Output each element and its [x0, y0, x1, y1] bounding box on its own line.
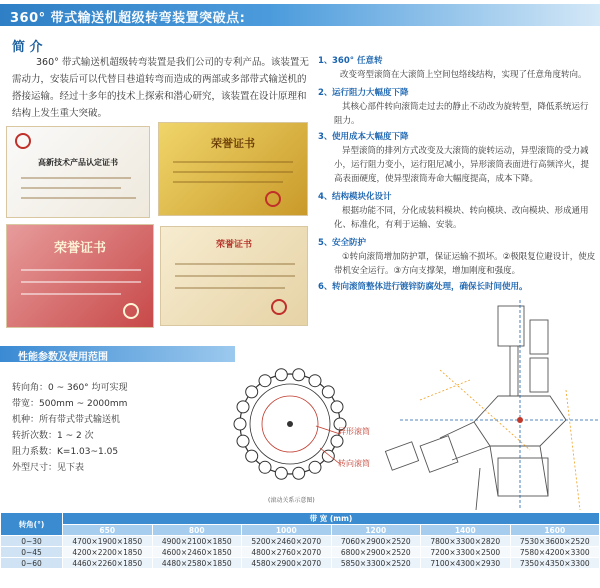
- table-col-header: 800: [152, 525, 242, 536]
- feature-text-2: 其核心部件转向滚筒走过去的静止不动改为旋转型，降低系统运行阻力。: [334, 102, 589, 126]
- table-row: [1, 547, 600, 558]
- dimensions-table: [0, 512, 600, 569]
- row-label: 0~60: [1, 558, 63, 569]
- seal-icon: [271, 299, 287, 315]
- spec-line-5: 阻力系数：K=1.03~1.05: [12, 447, 119, 457]
- table-col-header: 1200: [331, 525, 421, 536]
- table-cell: 7100×4300×2930: [421, 558, 511, 569]
- roller-icon: [237, 401, 249, 413]
- table-cell: 5200×2460×2070: [242, 536, 332, 547]
- feature-title-6: 6、转向滚筒整体进行镀锌防腐处理，确保长时间使用。: [318, 282, 528, 292]
- intro-heading: 简 介: [12, 40, 43, 55]
- table-cell: 4600×2460×1850: [152, 547, 242, 558]
- roller-icon: [275, 467, 287, 479]
- spec-line-6: 外型尺寸：见下表: [12, 463, 85, 473]
- table-cell: 4460×2260×1850: [63, 558, 153, 569]
- feature-text-5: ①转向滚筒增加防护罩，保证运输不损坏。②极限复位避设计，使皮带机安全运行。③方向支撑架，增加刚度和强度。: [334, 252, 596, 276]
- table-cell: 7200×3300×2500: [421, 547, 511, 558]
- table-cell: 5850×3300×2520: [331, 558, 421, 569]
- table-cell: 4200×2200×1850: [63, 547, 153, 558]
- row-label: 0~30: [1, 536, 63, 547]
- roller-icon: [331, 401, 343, 413]
- certificate-high-tech: [6, 126, 150, 218]
- spec-title: 性能参数及使用范围: [18, 352, 108, 363]
- feature-text-4: 根据功能不同，分化成装料模块、转向模块、改向模块、形成通用化、标准化，有利于运输、安装。: [334, 206, 589, 230]
- label-special-roller: 异形滚筒: [338, 427, 370, 436]
- roller-icon: [293, 467, 305, 479]
- table-cell: 7580×4200×3300: [510, 547, 600, 558]
- table-group-header: 带 宽 (mm): [63, 513, 600, 525]
- table-col-header: 1400: [421, 525, 511, 536]
- roller-icon: [259, 375, 271, 387]
- feature-title-5: 5、安全防护: [318, 238, 367, 248]
- spec-line-4: 转折次数：1 ~ 2 次: [12, 431, 94, 441]
- table-cell: 4580×2900×2070: [242, 558, 332, 569]
- roller-icon: [293, 369, 305, 381]
- spec-line-3: 机种：所有带式带式输送机: [12, 415, 121, 425]
- table-cell: 4900×2100×1850: [152, 536, 242, 547]
- roller-icon: [234, 418, 246, 430]
- table-cell: 7800×3300×2820: [421, 536, 511, 547]
- intro-text: 360° 带式输送机超级转弯装置是我们公司的专利产品。该装置无需动力，安装后可以代替目巷道转弯而造成的两部或多部带式输送机的搭接运输。经过十多年的技术上探索和潜心研究，该装置在设计原理和结构上发生重大突破。: [12, 57, 309, 119]
- table-cell: 4480×2580×1850: [152, 558, 242, 569]
- feature-title-4: 4、结构模块化设计: [318, 192, 392, 202]
- table-row: [1, 536, 600, 547]
- roller-icon: [246, 450, 258, 462]
- roller-icon: [309, 461, 321, 473]
- feature-text-3: 异型滚筒的排列方式改变及大滚筒的旋转运动，异型滚筒的受力减小，运行阻力变小，运行阻尼减小，异形滚筒表面进行高频淬火，提高表面硬度，使异型滚筒寿命大幅度提高，成本下降。: [334, 146, 590, 184]
- roller-icon: [259, 461, 271, 473]
- certificate-title: 高新技术产品认定证书: [38, 158, 118, 167]
- table-col-header: 1000: [242, 525, 332, 536]
- rolling-diagram: [232, 364, 380, 510]
- spec-line-1: 转向角：0 ~ 360° 均可实现: [12, 383, 128, 393]
- seal-icon: [15, 133, 31, 149]
- label-turn-roller: 转向滚筒: [338, 459, 370, 468]
- table-cell: 4800×2760×2070: [242, 547, 332, 558]
- device-drawing: [380, 300, 598, 510]
- table-row: [1, 558, 600, 569]
- table-cell: 6800×2900×2520: [331, 547, 421, 558]
- table-corner: 转角(°): [1, 513, 63, 536]
- roller-icon: [275, 369, 287, 381]
- roller-icon: [237, 435, 249, 447]
- diagram-caption: (滚动关系示意图): [268, 497, 315, 504]
- roller-icon: [322, 386, 334, 398]
- seal-icon: [265, 191, 281, 207]
- roller-icon: [331, 435, 343, 447]
- table-cell: 7350×4350×3300: [510, 558, 600, 569]
- roller-icon: [322, 450, 334, 462]
- row-label: 0~45: [1, 547, 63, 558]
- header-banner: [0, 4, 600, 26]
- header-title: 360° 带式输送机超级转弯装置突破点:: [10, 11, 246, 26]
- table-col-header: 650: [63, 525, 153, 536]
- feature-title-3: 3、使用成本大幅度下降: [318, 132, 409, 142]
- certificate-title: 荣誉证书: [53, 241, 106, 256]
- spec-line-2: 带宽：500mm ~ 2000mm: [12, 399, 128, 409]
- certificate-honor-1: [158, 122, 308, 216]
- feature-title-1: 1、360° 任意转: [318, 56, 383, 66]
- table-cell: 4700×1900×1850: [63, 536, 153, 547]
- table-cell: 7530×3600×2520: [510, 536, 600, 547]
- feature-text-1: 改变弯型滚筒在大滚筒上空间包络线结构，实现了任意角度转向。: [340, 70, 587, 80]
- roller-icon: [246, 386, 258, 398]
- seal-icon: [123, 303, 139, 319]
- feature-title-2: 2、运行阻力大幅度下降: [318, 88, 409, 98]
- table-col-header: 1600: [510, 525, 600, 536]
- certificate-honor-3: [160, 226, 308, 326]
- table-cell: 7060×2900×2520: [331, 536, 421, 547]
- certificate-honor-2: [6, 224, 154, 328]
- roller-icon: [309, 375, 321, 387]
- certificate-title: 荣誉证书: [215, 240, 252, 250]
- certificate-title: 荣誉证书: [211, 137, 255, 150]
